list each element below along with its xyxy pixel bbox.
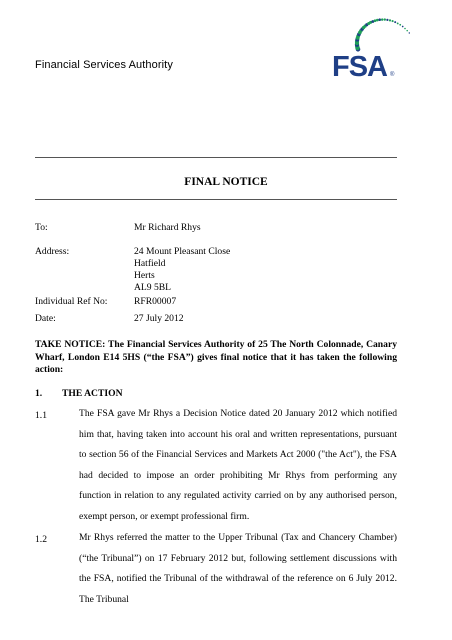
- logo-dot: [381, 18, 383, 20]
- logo-text: FSA: [332, 51, 387, 80]
- title-divider: [35, 199, 397, 200]
- paragraph-number: 1.2: [35, 534, 47, 545]
- paragraph-number: 1.1: [35, 410, 47, 421]
- logo-dot: [394, 21, 396, 23]
- address-line: Hatfield: [134, 258, 166, 269]
- fsa-logo: [330, 6, 414, 80]
- ref-value: RFR00007: [134, 296, 177, 307]
- address-line: Herts: [134, 270, 155, 281]
- address-line: 24 Mount Pleasant Close: [134, 246, 231, 257]
- logo-dot: [406, 30, 408, 32]
- logo-dot: [376, 19, 379, 22]
- top-divider: [35, 157, 397, 158]
- logo-dot: [404, 28, 406, 30]
- paragraph-text: The FSA gave Mr Rhys a Decision Notice dated 20 January 2012 which notified him that, having taken into account his oral and written representations, pursuant to section 56 of the Financial Services and Markets Act 2000 ("the Act"), the FSA had decided to impose an order prohibiting Mr Rhys from performing any function in relation to any regulated activity carried on by any authorised person, exempt person, or exempt professional firm.: [79, 408, 397, 522]
- logo-dot: [384, 18, 386, 20]
- to-value: Mr Richard Rhys: [134, 222, 201, 233]
- document-title: FINAL NOTICE: [184, 176, 268, 188]
- logo-dot-pattern: [355, 18, 410, 51]
- address-value: [134, 246, 230, 294]
- organisation-name: Financial Services Authority: [35, 59, 173, 71]
- logo-dot: [402, 26, 404, 28]
- section-number: 1.: [35, 388, 43, 399]
- logo-dot: [374, 19, 377, 22]
- address-label: Address:: [35, 246, 70, 257]
- logo-dot: [399, 24, 401, 26]
- date-value: 27 July 2012: [134, 313, 184, 324]
- date-label: Date:: [35, 313, 56, 324]
- logo-dot: [386, 19, 388, 21]
- paragraph-text: Mr Rhys referred the matter to the Upper Tribunal (Tax and Chancery Chamber) (“the Tribunal”) on 17 February 2012 but, following settlement discussions with the FSA, notified the Tribunal of the withdrawal of the reference on 6 July 2012. The Tribunal: [79, 532, 397, 605]
- logo-dot: [392, 20, 394, 22]
- to-label: To:: [35, 222, 48, 233]
- logo-dot: [409, 32, 410, 33]
- take-notice-paragraph: TAKE NOTICE: The Financial Services Authority of 25 The North Colonnade, Canary Wharf, London E14 5HS (“the FSA”) gives final notice that it has taken the following action:: [35, 339, 397, 376]
- logo-dot: [378, 18, 381, 21]
- logo-registered-mark: ®: [390, 72, 395, 78]
- section-heading: THE ACTION: [62, 388, 123, 399]
- address-line: AL9 5BL: [134, 282, 172, 293]
- ref-label: Individual Ref No:: [35, 296, 108, 307]
- logo-dot: [389, 19, 391, 21]
- logo-dot: [397, 22, 399, 24]
